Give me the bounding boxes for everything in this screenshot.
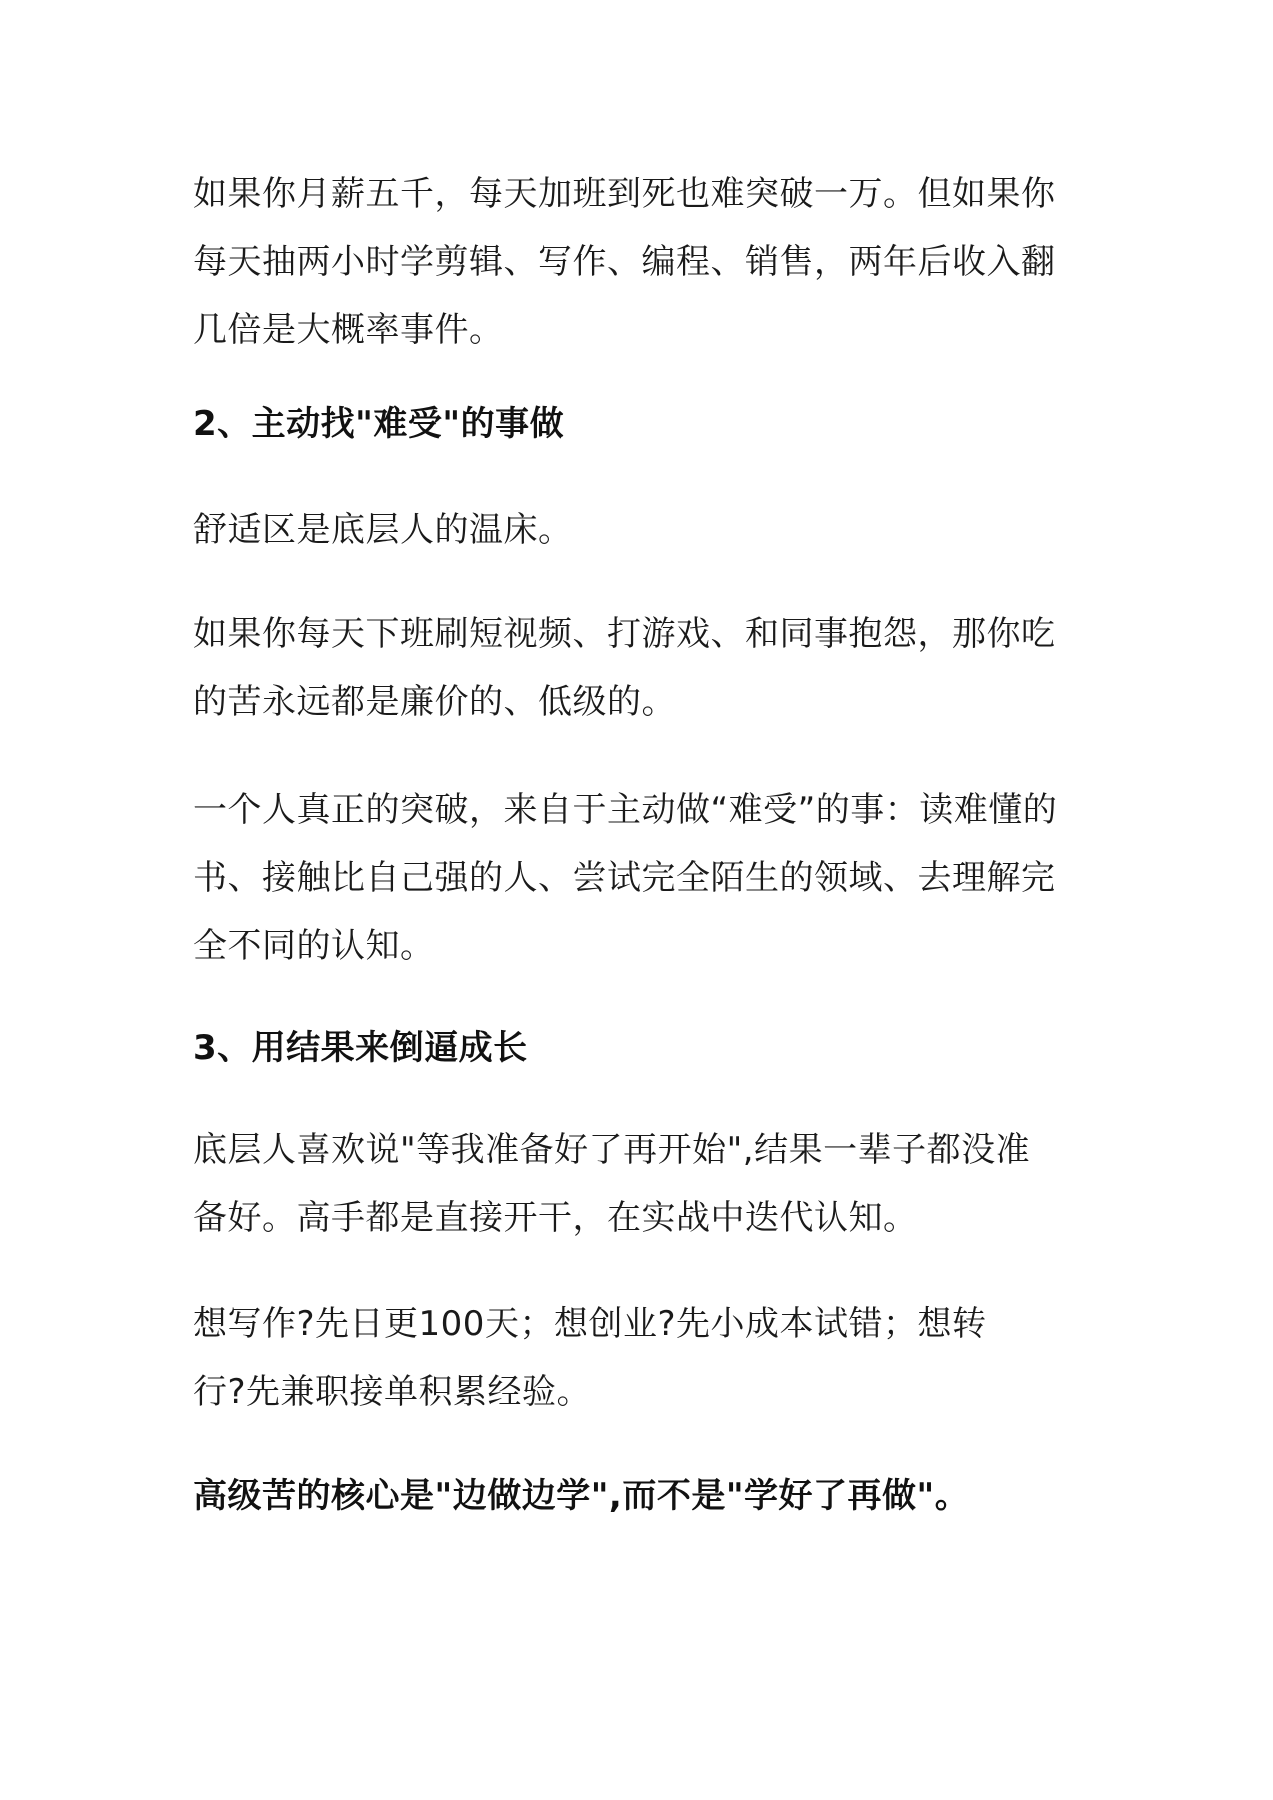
text-line: 舒适区是底层人的温床。 (193, 510, 573, 550)
paragraph-after-work (193, 600, 1093, 736)
text-line: 书、接触比自己强的人、尝试完全陌生的领域、去理解完 (193, 858, 1056, 898)
text-line: 想写作?先日更100天；想创业?先小成本试错；想转 (193, 1304, 987, 1344)
paragraph-salary (193, 160, 1093, 364)
text-line: 每天抽两小时学剪辑、写作、编程、销售，两年后收入翻 (193, 242, 1056, 282)
text-line: 如果你月薪五千，每天加班到死也难突破一万。但如果你 (193, 174, 1056, 214)
text-line: 全不同的认知。 (193, 926, 435, 966)
paragraph-comfort-zone (193, 496, 1093, 564)
paragraph-examples (193, 1290, 1093, 1426)
heading-text: 2、主动找"难受"的事做 (193, 404, 565, 444)
text-line: 几倍是大概率事件。 (193, 310, 504, 350)
text-line: 一个人真正的突破，来自于主动做“难受”的事：读难懂的 (193, 790, 1058, 830)
text-line: 如果你每天下班刷短视频、打游戏、和同事抱怨，那你吃 (193, 614, 1056, 654)
section-heading-2 (193, 390, 1093, 458)
text-line: 底层人喜欢说"等我准备好了再开始",结果一辈子都没准 (193, 1130, 1031, 1170)
text-line: 高级苦的核心是"边做边学",而不是"学好了再做"。 (193, 1476, 970, 1516)
text-line: 的苦永远都是廉价的、低级的。 (193, 682, 676, 722)
paragraph-prepared (193, 1116, 1093, 1252)
text-line: 行?先兼职接单积累经验。 (193, 1372, 592, 1412)
paragraph-core-summary (193, 1462, 1093, 1530)
text-line: 备好。高手都是直接开干，在实战中迭代认知。 (193, 1198, 918, 1238)
section-heading-3 (193, 1014, 1093, 1082)
heading-text: 3、用结果来倒逼成长 (193, 1028, 528, 1068)
paragraph-breakthrough (193, 776, 1093, 980)
